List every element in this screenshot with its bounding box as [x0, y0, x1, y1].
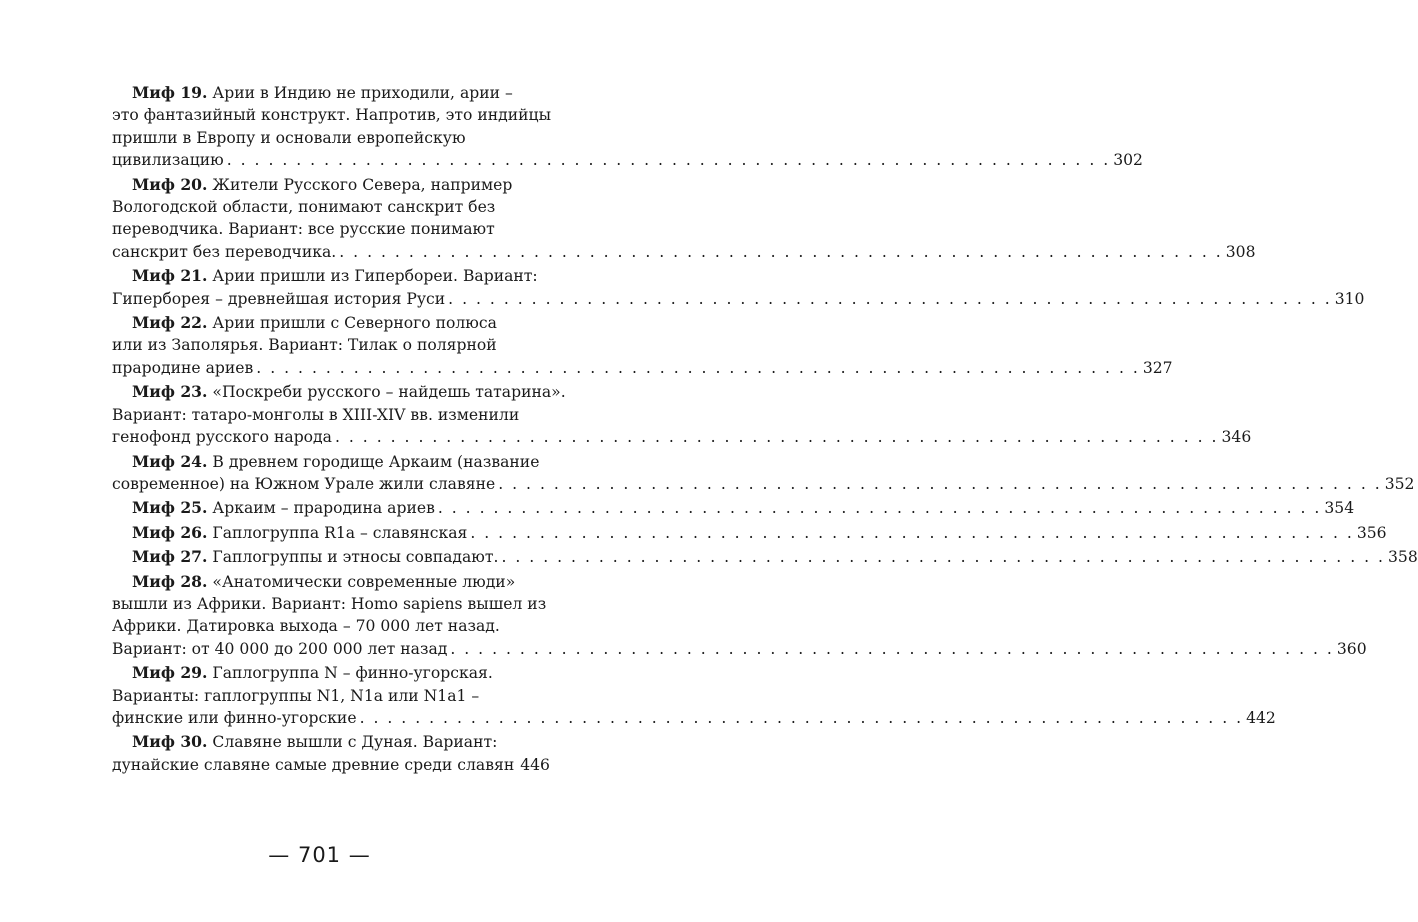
toc-entry-line	[112, 196, 544, 218]
toc-entry-text	[112, 595, 546, 613]
toc-entry-text	[112, 707, 357, 729]
dot-leader	[360, 707, 1244, 729]
toc-entry-line	[112, 404, 544, 426]
toc-entry-line	[112, 707, 1276, 729]
toc-entry[interactable]	[112, 265, 1365, 310]
dot-leader	[450, 638, 1334, 660]
toc-entry[interactable]	[112, 174, 1256, 264]
toc-entry-title: дунайские славяне самые древние среди славян	[112, 755, 515, 774]
toc-entry[interactable]	[112, 312, 1173, 379]
toc-entry-page: 446	[520, 755, 550, 774]
toc-entry-text	[112, 288, 445, 310]
toc-entry-line	[112, 218, 544, 240]
toc-entry-line	[112, 82, 544, 104]
toc-entry-title: или из Заполярья. Вариант: Тилак о полярной	[112, 336, 497, 355]
toc-entry-text	[132, 522, 467, 544]
toc-entry[interactable]	[112, 451, 1415, 496]
toc-entry-line	[112, 754, 550, 776]
toc-entry-title: Гаплогруппа N – финно-угорская.	[212, 664, 493, 683]
toc-entry-text	[132, 176, 512, 194]
toc-entry-label: Миф 21.	[132, 266, 208, 286]
toc-entry-text	[112, 473, 495, 495]
toc-entry-line	[112, 638, 1367, 660]
toc-entry-line	[112, 593, 547, 615]
toc-entry-text	[132, 453, 539, 471]
toc-entry-text	[112, 617, 500, 635]
toc-entry-text	[112, 241, 336, 263]
toc-entry-title: Гаплогруппа R1a – славянская	[212, 523, 468, 542]
toc-entry-page: 442	[1246, 708, 1276, 727]
toc-entry-label: Миф 24.	[132, 451, 208, 471]
toc-entry-title: Варианты: гаплогруппы N1, N1a или N1a1 –	[112, 686, 480, 705]
toc-entry-text	[112, 106, 551, 124]
toc-entry-page: 308	[1225, 242, 1256, 261]
toc-entry-line	[112, 149, 1143, 171]
toc-entry-title: Вариант: татаро-монголы в XIII-XIV вв. изменили	[112, 405, 520, 424]
toc-entry-line	[112, 334, 544, 356]
toc-entry-title: вышли из Африки. Вариант: Homo sapiens вышел из	[112, 594, 547, 613]
toc-entry-text	[112, 426, 332, 448]
toc-entry-page: 358	[1387, 548, 1418, 567]
toc-entry-label: Миф 25.	[132, 498, 208, 518]
toc-entry-page: 310	[1334, 289, 1365, 308]
toc-entry[interactable]	[112, 82, 1143, 172]
dot-leader	[498, 473, 1382, 495]
toc-entry-line	[112, 522, 1387, 544]
toc-entry-line	[112, 426, 1252, 448]
toc-entry-line	[112, 731, 544, 753]
toc-entry-line	[112, 662, 544, 684]
toc-entry-line	[112, 174, 544, 196]
toc-entry-line	[112, 357, 1173, 379]
toc-entry-text	[112, 357, 253, 379]
toc-entry-page: 346	[1221, 428, 1252, 447]
toc-entry[interactable]	[112, 522, 1387, 544]
toc-entry-label: Миф 27.	[132, 547, 208, 567]
toc-entry-line	[112, 571, 544, 593]
toc-entry-line	[112, 312, 544, 334]
table-of-contents	[112, 82, 1418, 778]
toc-entry-text	[132, 573, 515, 591]
toc-entry-text	[112, 198, 495, 216]
toc-entry-line	[112, 497, 1355, 519]
toc-entry-title: финские или финно-угорские	[112, 708, 357, 727]
toc-entry-title: Арии пришли с Северного полюса	[212, 314, 497, 333]
toc-entry[interactable]	[112, 497, 1355, 519]
toc-entry-title: переводчика. Вариант: все русские понимают	[112, 220, 495, 239]
toc-entry-page: 302	[1113, 151, 1143, 170]
toc-entry-line	[112, 473, 1415, 495]
toc-entry-line	[112, 451, 544, 473]
toc-entry-title: Африки. Датировка выхода – 70 000 лет назад.	[112, 617, 500, 636]
toc-entry-title: Жители Русского Севера, например	[212, 175, 513, 194]
toc-entry-text	[112, 149, 224, 171]
toc-entry-line	[112, 685, 544, 707]
toc-entry-title: Гаплогруппы и этносы совпадают.	[212, 548, 499, 567]
toc-entry-text	[112, 220, 495, 238]
toc-entry-title: прародине ариев	[112, 358, 254, 377]
page-number: — 701 —	[268, 843, 371, 867]
toc-entry-line	[112, 127, 544, 149]
toc-entry-line	[112, 104, 551, 126]
toc-entry-label: Миф 29.	[132, 663, 208, 683]
toc-entry-title: Арии в Индию не приходили, арии –	[212, 84, 513, 102]
dot-leader	[339, 241, 1223, 263]
toc-entry-page: 360	[1336, 639, 1367, 658]
dot-leader	[335, 426, 1219, 448]
toc-entry-page: 352	[1384, 474, 1415, 493]
toc-entry-line	[112, 615, 544, 637]
toc-entry-label: Миф 23.	[132, 382, 208, 402]
toc-entry-label: Миф 30.	[132, 732, 208, 752]
toc-entry-text	[112, 638, 447, 660]
toc-entry-text	[132, 497, 435, 519]
dot-leader	[470, 522, 1354, 544]
toc-entry-page: 327	[1142, 358, 1173, 377]
dot-leader	[448, 288, 1332, 310]
dot-leader	[227, 149, 1111, 171]
toc-entry-line	[112, 288, 1365, 310]
toc-entry-text	[132, 314, 497, 332]
toc-entry[interactable]	[112, 381, 1252, 448]
toc-entry-title: В древнем городище Аркаим (название	[212, 452, 540, 471]
toc-entry-line	[112, 241, 1256, 263]
toc-entry-title: это фантазийный конструкт. Напротив, это индийцы	[112, 106, 551, 125]
dot-leader	[438, 497, 1322, 519]
toc-entry-text	[132, 546, 498, 568]
toc-entry-title: санскрит без переводчика.	[112, 242, 337, 261]
toc-entry-text	[112, 687, 479, 705]
toc-entry-title: пришли в Европу и основали европейскую	[112, 128, 466, 147]
toc-entry-title: Вариант: от 40 000 до 200 000 лет назад	[112, 639, 448, 658]
toc-entry-line	[112, 381, 566, 403]
dot-leader	[501, 546, 1385, 568]
toc-entry-title: Славяне вышли с Дуная. Вариант:	[212, 733, 498, 752]
toc-entry-text	[112, 129, 466, 147]
toc-entry-page: 354	[1324, 499, 1355, 518]
toc-entry-label: Миф 20.	[132, 174, 208, 194]
toc-entry-title: Аркаим – прародина ариев	[212, 499, 435, 518]
toc-entry-text	[112, 406, 519, 424]
toc-entry-title: цивилизацию	[112, 151, 224, 170]
toc-entry-line	[112, 546, 1418, 568]
toc-entry-title: генофонд русского народа	[112, 428, 332, 447]
toc-entry-text	[132, 267, 538, 285]
toc-entry-text	[132, 733, 497, 751]
toc-entry[interactable]	[112, 731, 550, 776]
toc-entry-text	[112, 754, 514, 776]
toc-entry-text	[132, 84, 513, 102]
toc-entry[interactable]	[112, 571, 1367, 661]
toc-entry-text	[132, 664, 493, 682]
toc-entry[interactable]	[112, 662, 1276, 729]
toc-entry-title: «Поскреби русского – найдешь татарина».	[212, 383, 566, 402]
toc-entry-label: Миф 26.	[132, 522, 208, 542]
toc-entry-title: Вологодской области, понимают санскрит без	[112, 198, 496, 217]
toc-entry-text	[112, 336, 497, 354]
toc-entry-text	[132, 383, 566, 401]
toc-entry-label: Миф 28.	[132, 571, 208, 591]
toc-entry[interactable]	[112, 546, 1418, 568]
toc-entry-title: Арии пришли из Гипербореи. Вариант:	[212, 267, 538, 286]
toc-entry-title: Гиперборея – древнейшая история Руси	[112, 289, 446, 308]
toc-entry-label: Миф 19.	[132, 83, 208, 102]
toc-entry-label: Миф 22.	[132, 313, 208, 333]
toc-entry-line	[112, 265, 544, 287]
toc-entry-title: «Анатомически современные люди»	[212, 572, 516, 591]
toc-entry-page: 356	[1356, 523, 1387, 542]
toc-entry-title: современное) на Южном Урале жили славяне	[112, 474, 496, 493]
dot-leader	[256, 357, 1140, 379]
